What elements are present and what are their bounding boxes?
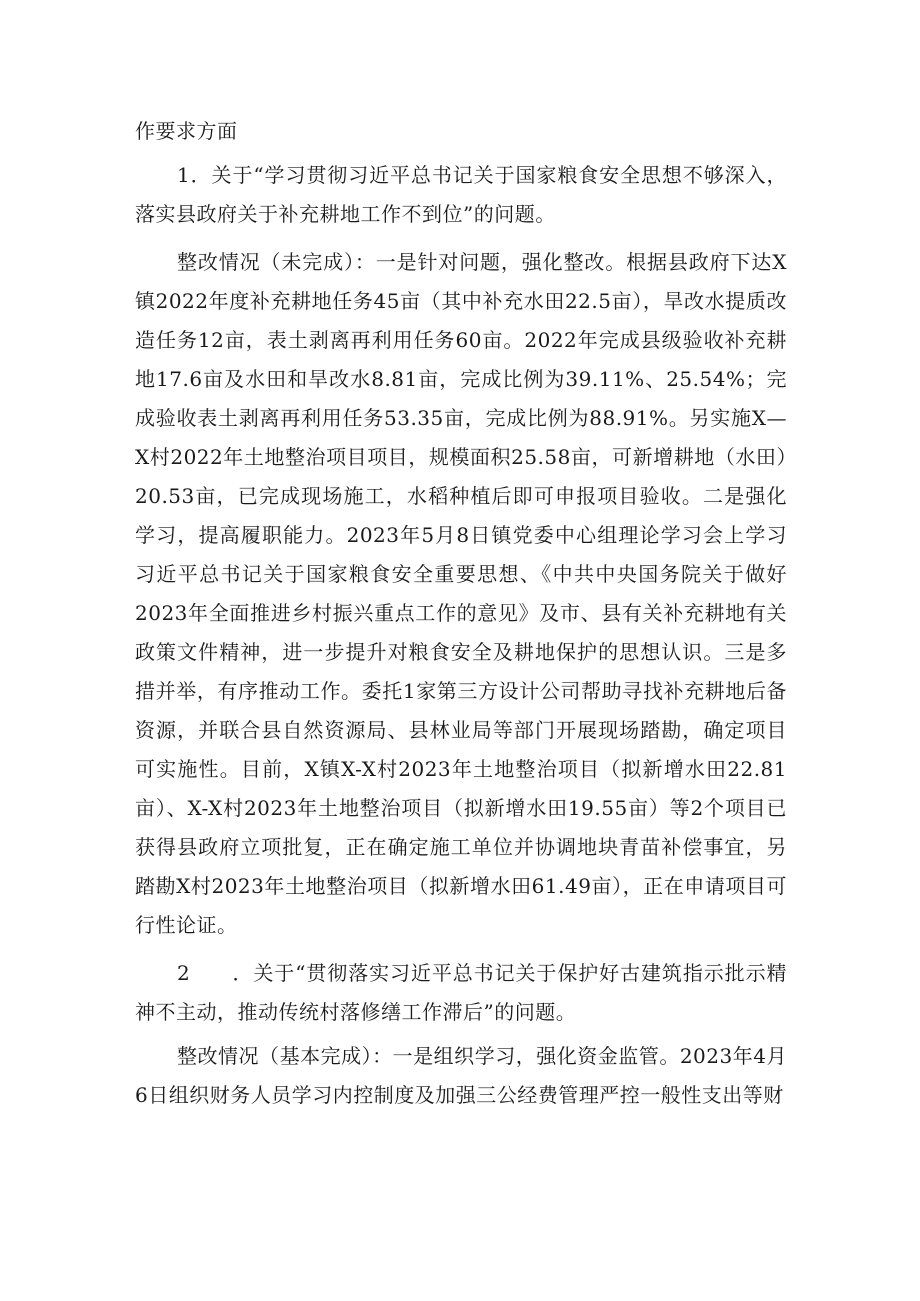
paragraph-issue-1-rectification: 整改情况（未完成）：一是针对问题，强化整改。根据县政府下达X镇2022年度补充耕地任务45亩（其中补充水田22.5亩），旱改水提质改造任务12亩，表土剥离再利用任务60亩。2022年完成县级验收补充耕地17.6亩及水田和旱改水8.81亩，完成比例为39.11%、25.54%；完成验收表土剥离再利用任务53.35亩，完成比例为88.91%。另实施X—X村2022年土地整治项目项目，规模面积25.58亩，可新增耕地（水田）20.53亩，已完成现场施工，水稻种植后即可申报项目验收。二是强化学习，提高履职能力。2023年5月8日镇党委中心组理论学习会上学习习近平总书记关于国家粮食安全重要思想、《中共中央国务院关于做好2023年全面推进乡村振兴重点工作的意见》及市、县有关补充耕地有关政策文件精神，进一步提升对粮食安全及耕地保护的思想认识。三是多措并举，有序推动工作。委托1家第三方设计公司帮助寻找补充耕地后备资源，并联合县自然资源局、县林业局等部门开展现场踏勘，确定项目可实施性。目前，X镇X-X村2023年土地整治项目（拟新增水田22.81亩）、X-X村2023年土地整治项目（拟新增水田19.55亩）等2个项目已获得县政府立项批复，正在确定施工单位并协调地块青苗补偿事宜，另踏勘X村2023年土地整治项目（拟新增水田61.49亩），正在申请项目可行性论证。: [135, 250, 787, 937]
paragraph-issue-1-title: 1．关于“学习贯彻习近平总书记关于国家粮食安全思想不够深入，落实县政府关于补充耕地工作不到位”的问题。: [135, 163, 787, 226]
paragraph-issue-2-rectification: 整改情况（基本完成）：一是组织学习，强化资金监管。2023年4月6日组织财务人员学习内控制度及加强三公经费管理严控一般性支出等财: [135, 1044, 787, 1107]
document-body: [135, 112, 787, 1115]
paragraph-section-tail: 作要求方面: [135, 119, 238, 143]
paragraph-issue-2-title: 2 ．关于“贯彻落实习近平总书记关于保护好古建筑指示批示精神不主动，推动传统村落修缮工作滞后”的问题。: [135, 961, 787, 1024]
